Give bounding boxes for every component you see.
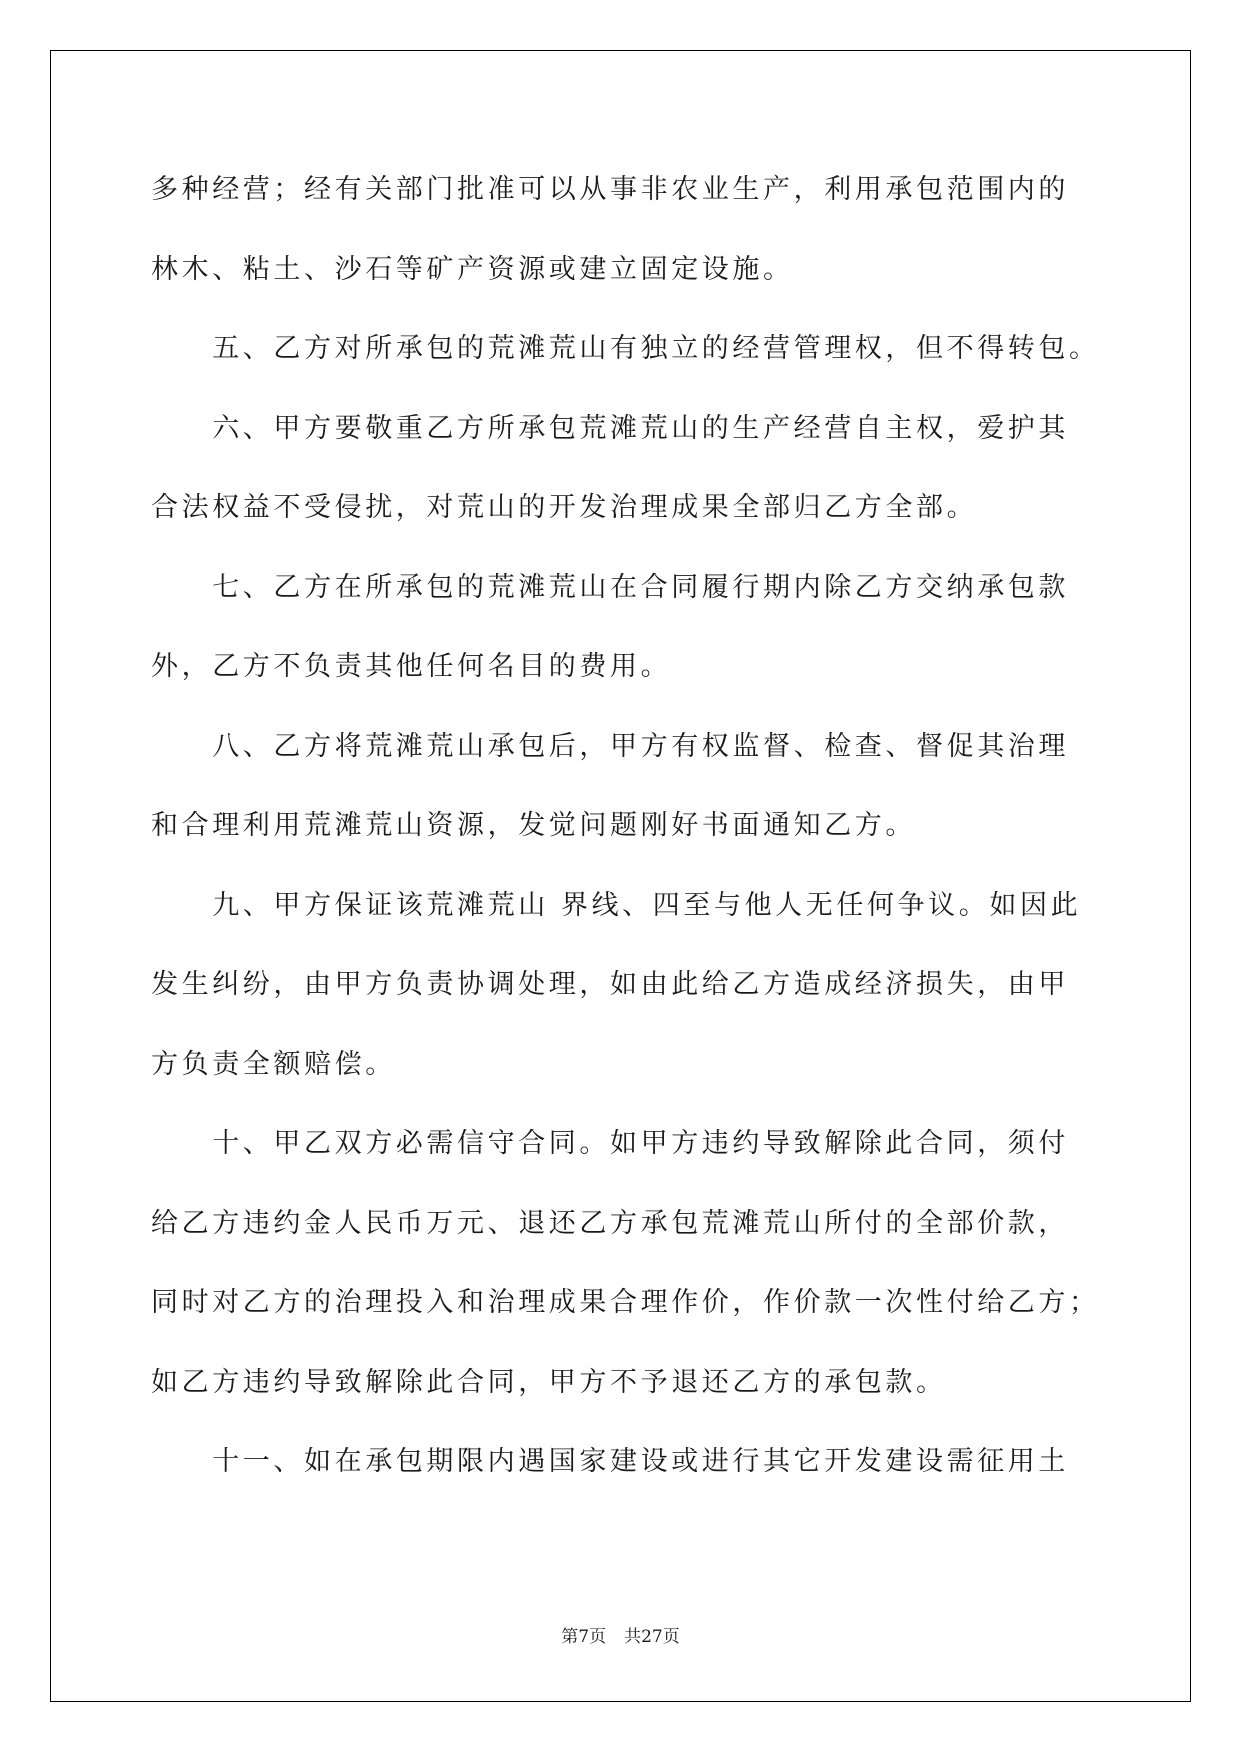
text-line: 七、乙方在所承包的荒滩荒山在合同履行期内除乙方交纳承包款 [151, 571, 1069, 603]
document-body [151, 150, 1100, 1502]
text-line: 五、乙方对所承包的荒滩荒山有独立的经营管理权，但不得转包。 [151, 333, 1100, 364]
text-line: 发生纠纷，由甲方负责协调处理，如由此给乙方造成经济损失，由甲 [151, 969, 1069, 1000]
text-line: 合法权益不受侵扰，对荒山的开发治理成果全部归乙方全部。 [151, 492, 978, 523]
text-line: 八、乙方将荒滩荒山承包后，甲方有权监督、检查、督促其治理 [151, 730, 1069, 762]
text-line: 方负责全额赔偿。 [151, 1048, 396, 1080]
text-line: 和合理利用荒滩荒山资源，发觉问题刚好书面通知乙方。 [151, 810, 916, 841]
page-footer [0, 1626, 1241, 1648]
text-line: 六、甲方要敬重乙方所承包荒滩荒山的生产经营自主权，爱护其 [151, 412, 1069, 444]
text-line: 十、甲乙双方必需信守合同。如甲方违约导致解除此合同，须付 [151, 1128, 1069, 1159]
text-line: 多种经营；经有关部门批准可以从事非农业生产，利用承包范围内的 [151, 174, 1069, 205]
text-line: 给乙方违约金人民币万元、退还乙方承包荒滩荒山所付的全部价款， [151, 1207, 1069, 1239]
text-line: 九、甲方保证该荒滩荒山 界线、四至与他人无任何争议。如因此 [151, 889, 1082, 921]
text-line: 同时对乙方的治理投入和治理成果合理作价，作价款一次性付给乙方； [151, 1287, 1100, 1318]
text-line: 林木、粘土、沙石等矿产资源或建立固定设施。 [151, 253, 794, 285]
page-number-current: 第7页 [561, 1627, 607, 1647]
body-text [151, 150, 1100, 1502]
text-line: 外，乙方不负责其他任何名目的费用。 [151, 651, 672, 682]
text-line: 十一、如在承包期限内遇国家建设或进行其它开发建设需征用土 [151, 1446, 1069, 1477]
page-number-total: 共27页 [624, 1627, 680, 1647]
text-line: 如乙方违约导致解除此合同，甲方不予退还乙方的承包款。 [151, 1366, 947, 1398]
